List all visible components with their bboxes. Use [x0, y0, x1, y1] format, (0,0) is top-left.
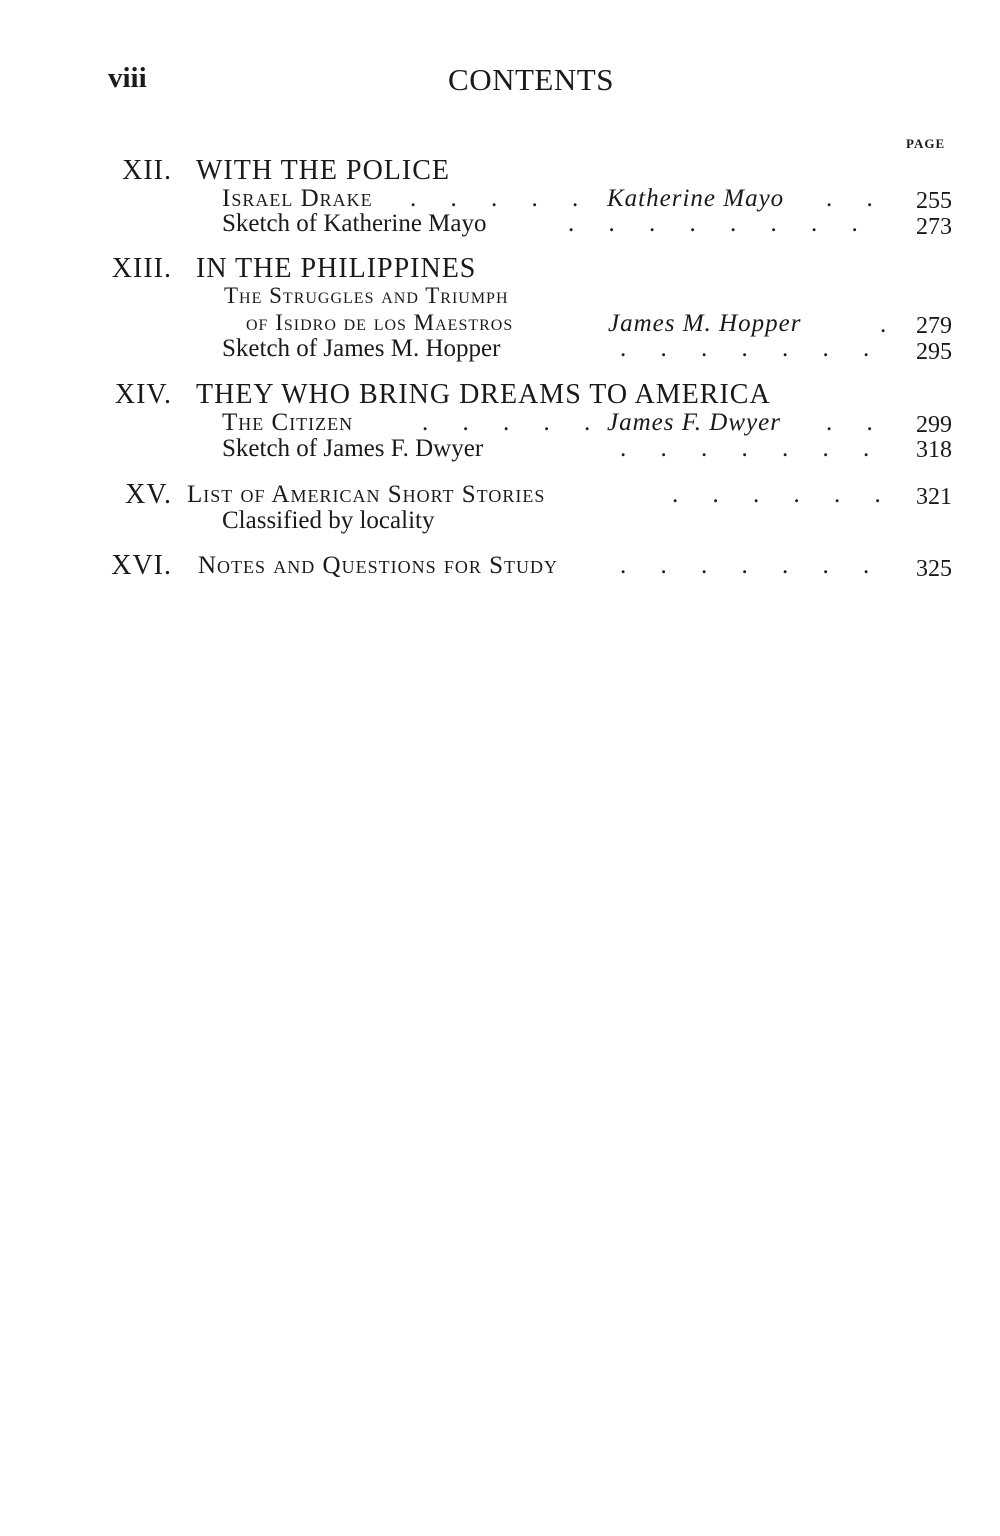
- entry-title: Sketch of James F. Dwyer: [222, 435, 484, 462]
- page-number: 325: [916, 556, 952, 582]
- entry-title: The Struggles and Triumph: [224, 283, 509, 308]
- page-column-label: PAGE: [906, 136, 946, 151]
- entry-author: James F. Dwyer: [607, 409, 781, 436]
- dot-leader: . .: [826, 185, 887, 212]
- dot-leader: . . . . . . . .: [568, 210, 872, 237]
- dot-leader: . . . . .: [410, 185, 593, 212]
- entry-title: The Citizen: [222, 409, 354, 436]
- section-title: THEY WHO BRING DREAMS TO AMERICA: [196, 379, 771, 410]
- page-number: 279: [916, 313, 952, 339]
- dot-leader: . . . . . . .: [620, 435, 884, 462]
- entry-title: Sketch of James M. Hopper: [222, 335, 501, 362]
- section-title: Notes and Questions for Study: [198, 552, 559, 579]
- page-title: CONTENTS: [448, 62, 614, 97]
- dot-leader: . . . . . . .: [620, 552, 884, 579]
- entry-author: Katherine Mayo: [607, 185, 785, 212]
- entry-title: of Isidro de los Maestros: [246, 310, 514, 335]
- section-numeral: XVI.: [111, 550, 172, 581]
- section-numeral: XV.: [125, 479, 172, 510]
- section-numeral: XIV.: [114, 379, 172, 410]
- section-title: WITH THE POLICE: [196, 155, 450, 186]
- dot-leader: . . . . . .: [672, 481, 895, 508]
- dot-leader: .: [880, 311, 887, 338]
- page-number: 295: [916, 339, 952, 365]
- page-number: 318: [916, 437, 952, 463]
- page-number: 299: [916, 412, 952, 438]
- page-number: 255: [916, 188, 952, 214]
- section-title: IN THE PHILIPPINES: [196, 253, 477, 284]
- dot-leader: . .: [826, 409, 887, 436]
- section-title: List of American Short Stories: [187, 481, 546, 508]
- dot-leader: . . . . . . .: [620, 335, 884, 362]
- page-number: 321: [916, 484, 952, 510]
- page-number: 273: [916, 214, 952, 240]
- section-numeral: XIII.: [111, 253, 172, 284]
- entry-title: Sketch of Katherine Mayo: [222, 210, 487, 237]
- dot-leader: . . . . .: [422, 409, 605, 436]
- entry-author: James M. Hopper: [608, 310, 802, 337]
- section-numeral: XII.: [122, 155, 172, 186]
- header-folio: viii: [108, 62, 147, 94]
- entry-title: Israel Drake: [222, 185, 373, 212]
- section-subtitle: Classified by locality: [222, 507, 435, 534]
